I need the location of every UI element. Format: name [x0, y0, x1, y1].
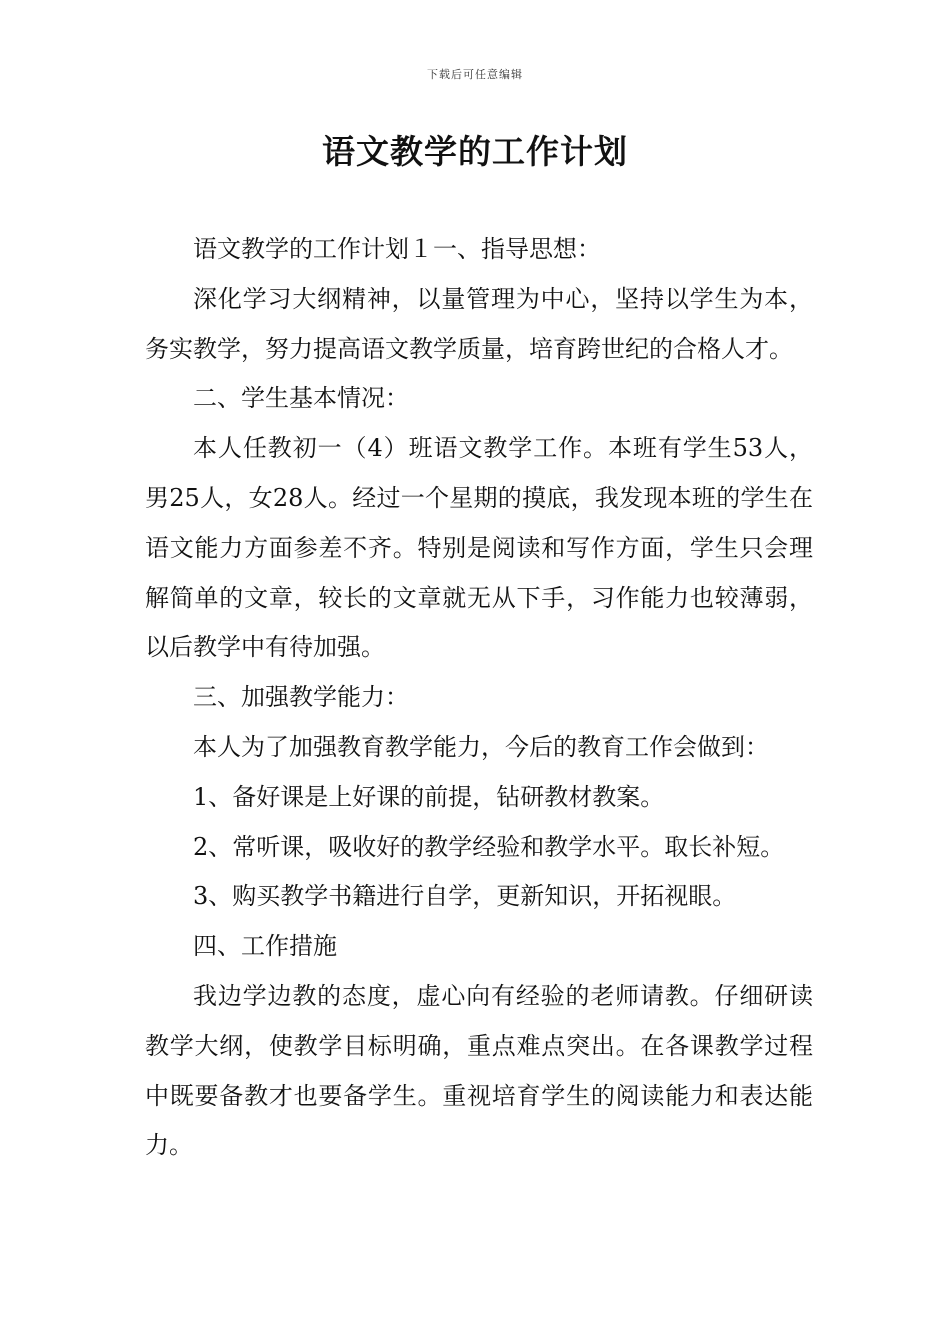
- paragraph-heading-work-measures: 四、工作措施: [193, 932, 337, 961]
- document-title: 语文教学的工作计划: [322, 132, 628, 171]
- paragraph-heading-teaching-ability: 三、加强教学能力：: [193, 683, 409, 712]
- paragraph-heading-student-situation: 二、学生基本情况：: [193, 384, 409, 413]
- header-note: 下载后可任意编辑: [427, 68, 523, 81]
- paragraph-heading-guiding-thought: 语文教学的工作计划１一、指导思想：: [193, 235, 601, 263]
- list-item-1: 1、备好课是上好课的前提，钻研教材教案。: [193, 782, 665, 811]
- paragraph-teaching-ability-intro: 本人为了加强教育教学能力，今后的教育工作会做到：: [193, 732, 769, 761]
- paragraph-work-measures: 我边学边教的态度，虚心向有经验的老师请教。仔细研读教学大纲，使教学目标明确，重点难点突出。在各课教学过程中既要备教才也要备学生。重视培育学生的阅读能力和表达能力。: [145, 981, 813, 1160]
- document-body: [145, 225, 813, 1171]
- paragraph-guiding-thought: 深化学习大纲精神，以量管理为中心，坚持以学生为本，务实教学，努力提高语文教学质量，培育跨世纪的合格人才。: [145, 284, 813, 363]
- list-item-2: 2、常听课，吸收好的教学经验和教学水平。取长补短。: [193, 832, 785, 861]
- paragraph-student-situation: 本人任教初一（4）班语文教学工作。本班有学生53人，男25人，女28人。经过一个星期的摸底，我发现本班的学生在语文能力方面参差不齐。特别是阅读和写作方面，学生只会理解简单的文章，较长的文章就无从下手，习作能力也较薄弱，以后教学中有待加强。: [145, 434, 813, 662]
- list-item-3: 3、购买教学书籍进行自学，更新知识，开拓视眼。: [193, 882, 737, 911]
